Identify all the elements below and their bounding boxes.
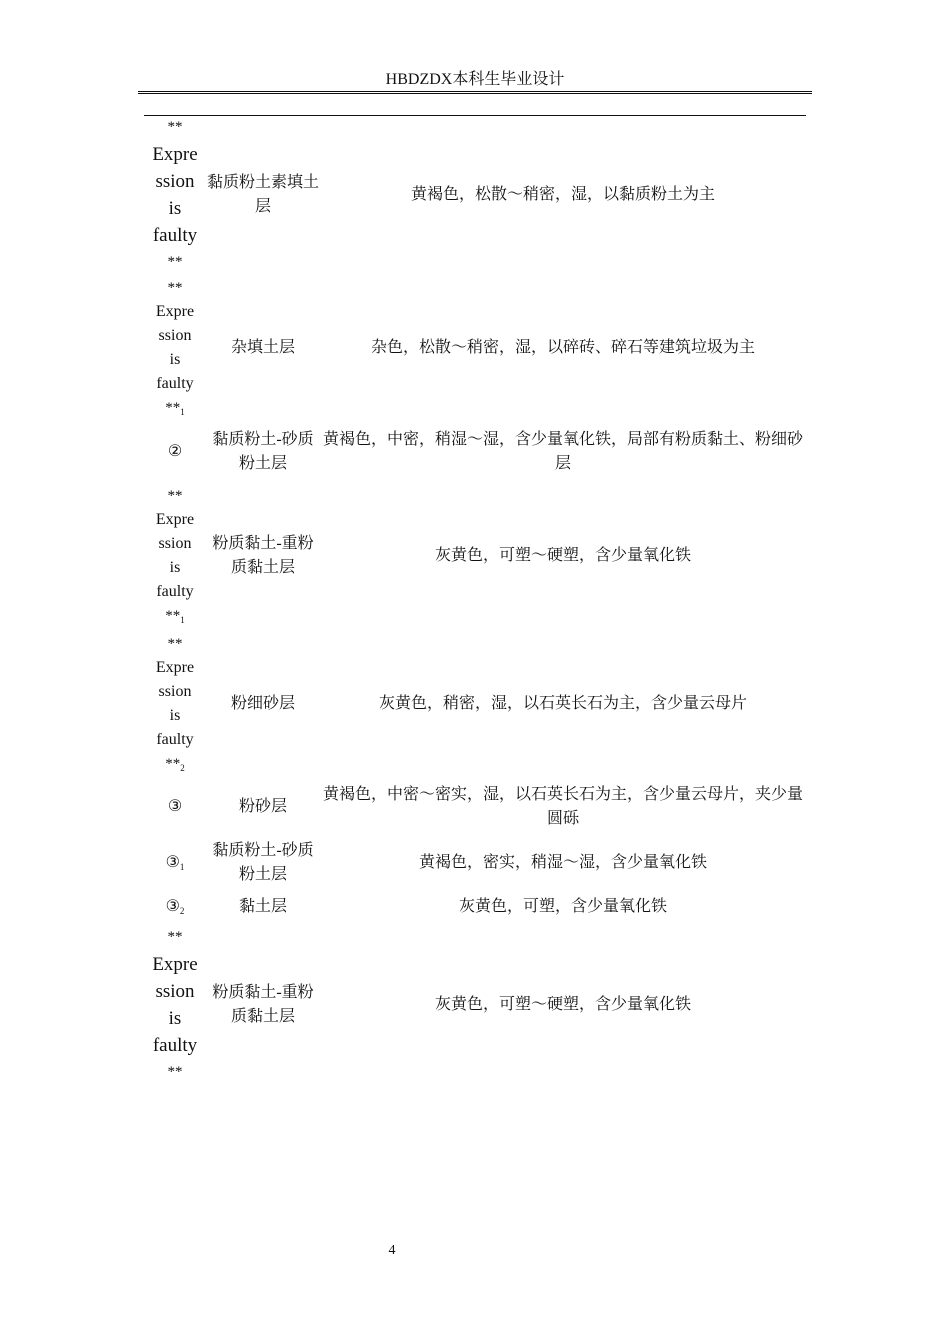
layer-description-cell: 黄褐色，中密，稍湿～湿，含少量氧化铁，局部有粉质黏土、粉细砂层	[322, 431, 803, 472]
page-number: 4	[388, 1243, 396, 1258]
table-row	[144, 422, 806, 482]
table-row	[144, 116, 806, 274]
layer-id-cell	[144, 276, 206, 420]
table-row	[144, 274, 806, 422]
layer-description-cell: 黄褐色，松散～稍密，湿，以黏质粉土为主	[410, 186, 715, 203]
error-text: faulty	[156, 375, 194, 392]
layer-description-cell: 杂色，松散～稍密，湿，以碎砖、碎石等建筑垃圾为主	[370, 339, 755, 356]
error-text: is	[168, 1008, 182, 1029]
table-row	[144, 890, 806, 924]
layer-id-cell: ③	[167, 798, 183, 815]
layer-id-cell	[144, 924, 206, 1086]
layer-description-cell: 灰黄色，可塑～硬塑，含少量氧化铁	[434, 996, 691, 1013]
layer-name-cell: 黏质粉土素填土层	[206, 174, 319, 215]
error-text: Expre	[155, 659, 195, 676]
error-text: is	[169, 559, 181, 576]
layer-description-cell: 灰黄色，可塑～硬塑，含少量氧化铁	[434, 547, 691, 564]
layer-name-cell: 粉细砂层	[230, 695, 295, 712]
layer-name-cell: 黏质粉土-砂质粉土层	[212, 431, 314, 472]
layer-name-cell: 粉质黏土-重粉质黏土层	[212, 535, 314, 576]
error-marker-close: $**_1$	[165, 608, 185, 625]
error-text: ssion	[155, 171, 195, 192]
error-marker-open: **	[167, 636, 183, 652]
error-text: faulty	[152, 225, 198, 246]
error-marker-open: **	[167, 280, 183, 296]
table-row	[144, 778, 806, 836]
error-text: ssion	[158, 535, 192, 552]
layer-name-cell: 粉砂层	[238, 798, 287, 815]
table-row	[144, 482, 806, 630]
error-marker-close: $**_2$	[165, 756, 185, 773]
header-rule-bottom	[138, 93, 812, 94]
layer-id-cell: $③_2$	[165, 898, 185, 916]
error-marker-close: $**_1$	[165, 400, 185, 417]
layer-description-cell: 灰黄色，稍密，湿，以石英长石为主，含少量云母片	[378, 695, 747, 712]
page-header: HBDZDX本科生毕业设计	[385, 71, 565, 88]
error-text: ssion	[158, 327, 192, 344]
error-marker-open: **	[167, 119, 183, 135]
error-text: faulty	[152, 1035, 198, 1056]
error-marker-open: **	[167, 488, 183, 504]
error-text: Expre	[152, 954, 198, 975]
error-text: Expre	[155, 303, 195, 320]
layer-name-cell: 杂填土层	[230, 339, 295, 356]
table-row	[144, 836, 806, 890]
error-marker-close: **	[167, 1064, 183, 1080]
error-text: ssion	[158, 683, 192, 700]
error-text: faulty	[156, 731, 194, 748]
layer-name-cell: 黏土层	[238, 898, 287, 915]
layer-id-cell	[144, 632, 206, 776]
layer-name-cell: 粉质黏土-重粉质黏土层	[212, 984, 314, 1025]
layer-description-cell: 黄褐色，密实，稍湿～湿，含少量氧化铁	[418, 854, 707, 871]
layer-description-cell: 灰黄色，可塑，含少量氧化铁	[458, 898, 667, 915]
header-rule-top	[138, 91, 812, 92]
error-text: Expre	[155, 511, 195, 528]
error-text: is	[169, 351, 181, 368]
error-text: faulty	[156, 583, 194, 600]
layer-id-cell	[144, 114, 206, 276]
error-marker-close: **	[167, 254, 183, 270]
error-marker-open: **	[167, 929, 183, 945]
layer-description-cell: 黄褐色，中密～密实，湿，以石英长石为主，含少量云母片，夹少量圆砾	[322, 786, 803, 827]
layer-id-cell: ②	[167, 443, 183, 460]
soil-layer-table	[144, 116, 806, 1086]
layer-id-cell	[144, 484, 206, 628]
error-text: is	[168, 198, 182, 219]
layer-id-cell: $③_1$	[165, 854, 185, 872]
layer-name-cell: 黏质粉土-砂质粉土层	[212, 842, 314, 883]
table-row	[144, 924, 806, 1086]
error-text: ssion	[155, 981, 195, 1002]
table-row	[144, 630, 806, 778]
error-text: Expre	[152, 144, 198, 165]
error-text: is	[169, 707, 181, 724]
